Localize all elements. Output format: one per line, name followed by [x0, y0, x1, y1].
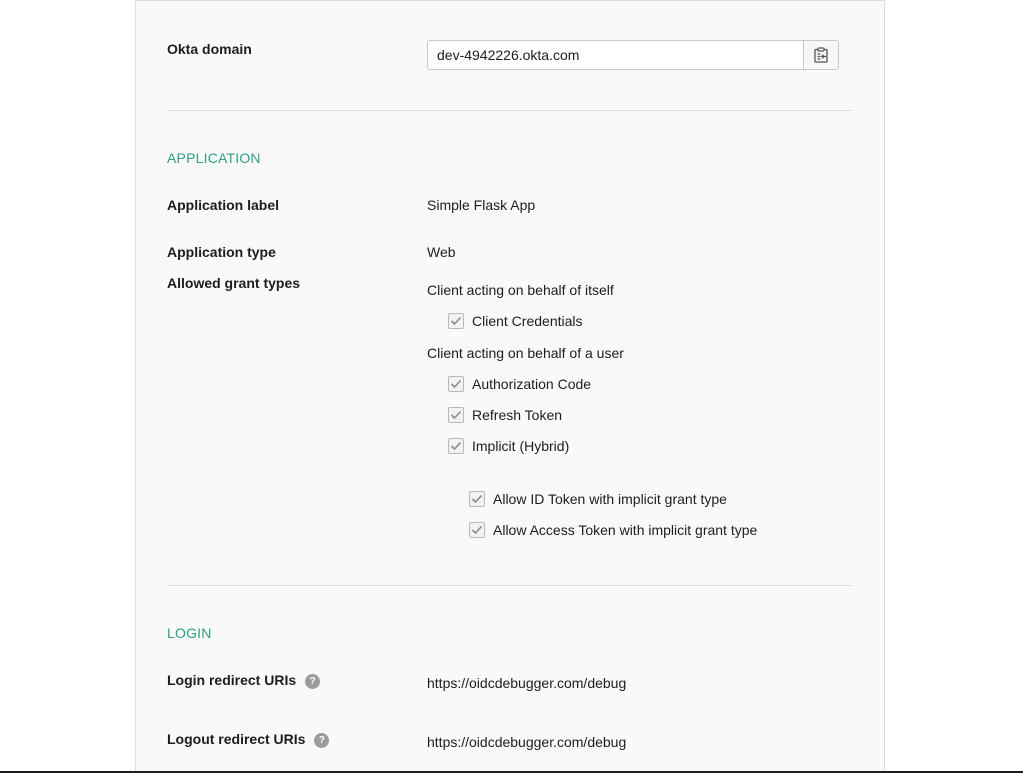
okta-domain-field — [427, 40, 839, 70]
logout-redirect-label-row — [167, 731, 329, 748]
okta-domain-input[interactable] — [428, 41, 805, 69]
client-credentials-label: Client Credentials — [472, 313, 583, 329]
checkmark-icon — [450, 410, 462, 420]
authorization-code-checkbox[interactable] — [448, 376, 464, 392]
divider — [167, 585, 852, 586]
checkmark-icon — [450, 441, 462, 451]
application-section-title: APPLICATION — [167, 150, 261, 166]
allow-access-token-label: Allow Access Token with implicit grant type — [493, 522, 758, 538]
help-icon[interactable]: ? — [314, 733, 329, 748]
login-redirect-label: Login redirect URIs — [167, 672, 297, 688]
logout-redirect-label: Logout redirect URIs — [167, 731, 306, 747]
implicit-hybrid-checkbox[interactable] — [448, 438, 464, 454]
client-user-heading: Client acting on behalf of a user — [427, 345, 624, 361]
login-redirect-label-row — [167, 672, 320, 689]
application-label-value: Simple Flask App — [427, 197, 536, 213]
checkmark-icon — [450, 379, 462, 389]
okta-domain-label: Okta domain — [167, 41, 252, 57]
app-settings-panel — [135, 0, 885, 772]
application-type-value: Web — [427, 244, 456, 260]
allow-id-token-label: Allow ID Token with implicit grant type — [493, 491, 727, 507]
checkmark-icon — [471, 525, 483, 535]
divider — [167, 110, 852, 111]
client-credentials-checkbox[interactable] — [448, 313, 464, 329]
refresh-token-label: Refresh Token — [472, 407, 563, 423]
allow-id-token-checkbox[interactable] — [469, 491, 485, 507]
client-itself-heading: Client acting on behalf of itself — [427, 282, 614, 298]
application-label-label: Application label — [167, 197, 280, 213]
refresh-token-checkbox[interactable] — [448, 407, 464, 423]
allowed-grant-types-label: Allowed grant types — [167, 275, 301, 291]
allow-access-token-checkbox[interactable] — [469, 522, 485, 538]
logout-redirect-value: https://oidcdebugger.com/debug — [427, 734, 627, 750]
allow-id-token-option[interactable] — [469, 491, 727, 507]
authorization-code-label: Authorization Code — [472, 376, 592, 392]
checkmark-icon — [471, 494, 483, 504]
application-type-label: Application type — [167, 244, 276, 260]
checkmark-icon — [450, 316, 462, 326]
help-icon[interactable]: ? — [305, 674, 320, 689]
authorization-code-option[interactable] — [448, 376, 591, 392]
client-credentials-option[interactable] — [448, 313, 583, 329]
clipboard-copy-icon — [814, 47, 828, 63]
refresh-token-option[interactable] — [448, 407, 562, 423]
implicit-hybrid-label: Implicit (Hybrid) — [472, 438, 570, 454]
login-redirect-value: https://oidcdebugger.com/debug — [427, 675, 627, 691]
allow-access-token-option[interactable] — [469, 522, 757, 538]
login-section-title: LOGIN — [167, 625, 212, 641]
implicit-hybrid-option[interactable] — [448, 438, 569, 454]
copy-to-clipboard-button[interactable] — [803, 41, 838, 69]
